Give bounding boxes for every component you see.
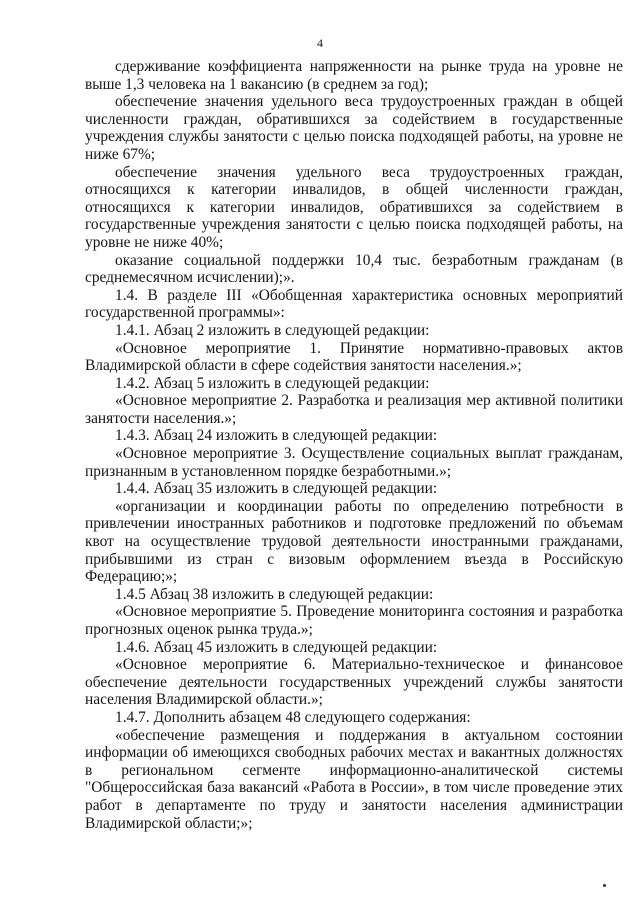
scan-speck	[603, 884, 606, 887]
paragraph: «организации и координации работы по определению потребности в привлечении иностранных работников и подготовке предложений по объемам квот на осуществление трудовой деятельности иностранными гражданами, прибывшими из стран с визовым оформлением въезда в Российскую Федерацию;»;	[85, 497, 623, 586]
paragraph: оказание социальной поддержки 10,4 тыс. безработным гражданам (в среднемесячном исчислении);».	[85, 251, 623, 287]
section-heading: 1.4. В разделе III «Обобщенная характеристика основных мероприятий государственной программы»:	[85, 286, 623, 322]
paragraph: «Основное мероприятие 1. Принятие нормативно-правовых актов Владимирской области в сфере содействия занятости населения.»;	[85, 339, 623, 375]
paragraph: «Основное мероприятие 3. Осуществление социальных выплат гражданам, признанным в установленном порядке безработными.»;	[85, 445, 623, 480]
paragraph: «Основное мероприятие 6. Материально-техническое и финансовое обеспечение деятельности государственных учреждений службы занятости населения Владимирской области.»;	[85, 656, 623, 709]
paragraph: «Основное мероприятие 2. Разработка и реализация мер активной политики занятости населения.»;	[85, 392, 623, 427]
page-number: 4	[317, 36, 323, 50]
paragraph: сдерживание коэффициента напряженности на рынке труда на уровне не выше 1,3 человека на 1 вакансию (в среднем за год);	[85, 58, 623, 93]
paragraph: «обеспечение размещения и поддержания в актуальном состоянии информации об имеющихся свободных рабочих местах и вакантных должностях в региональном сегменте информационно-аналитической системы "Общероссийская база вакансий «Работа в России», в том числе проведение этих работ в департаменте по труду и занятости населения администрации Владимирской области;»;	[85, 726, 623, 832]
document-body	[85, 58, 623, 832]
paragraph: «Основное мероприятие 5. Проведение мониторинга состояния и разработка прогнозных оценок рынка труда.»;	[85, 603, 623, 638]
paragraph: обеспечение значения удельного веса трудоустроенных граждан, относящихся к категории инвалидов, в общей численности граждан, относящихся к категории инвалидов, обратившихся за содействием в государственные учреждения занятости с целью поиска подходящей работы, на уровне не ниже 40%;	[85, 163, 623, 251]
paragraph: обеспечение значения удельного веса трудоустроенных граждан в общей численности граждан, обратившихся за содействием в государственные учреждения службы занятости с целью поиска подходящей работы, на уровне не ниже 67%;	[85, 93, 623, 163]
subsection-heading: 1.4.6. Абзац 45 изложить в следующей редакции:	[115, 638, 438, 656]
subsection-heading: 1.4.3. Абзац 24 изложить в следующей редакции:	[115, 427, 438, 445]
subsection-heading: 1.4.5 Абзац 38 изложить в следующей редакции:	[115, 585, 434, 603]
subsection-heading: 1.4.2. Абзац 5 изложить в следующей редакции:	[115, 374, 430, 392]
subsection-heading: 1.4.4. Абзац 35 изложить в следующей редакции:	[115, 480, 438, 498]
subsection-heading: 1.4.1. Абзац 2 изложить в следующей редакции:	[115, 321, 430, 339]
subsection-heading: 1.4.7. Дополнить абзацем 48 следующего содержания:	[115, 708, 471, 726]
